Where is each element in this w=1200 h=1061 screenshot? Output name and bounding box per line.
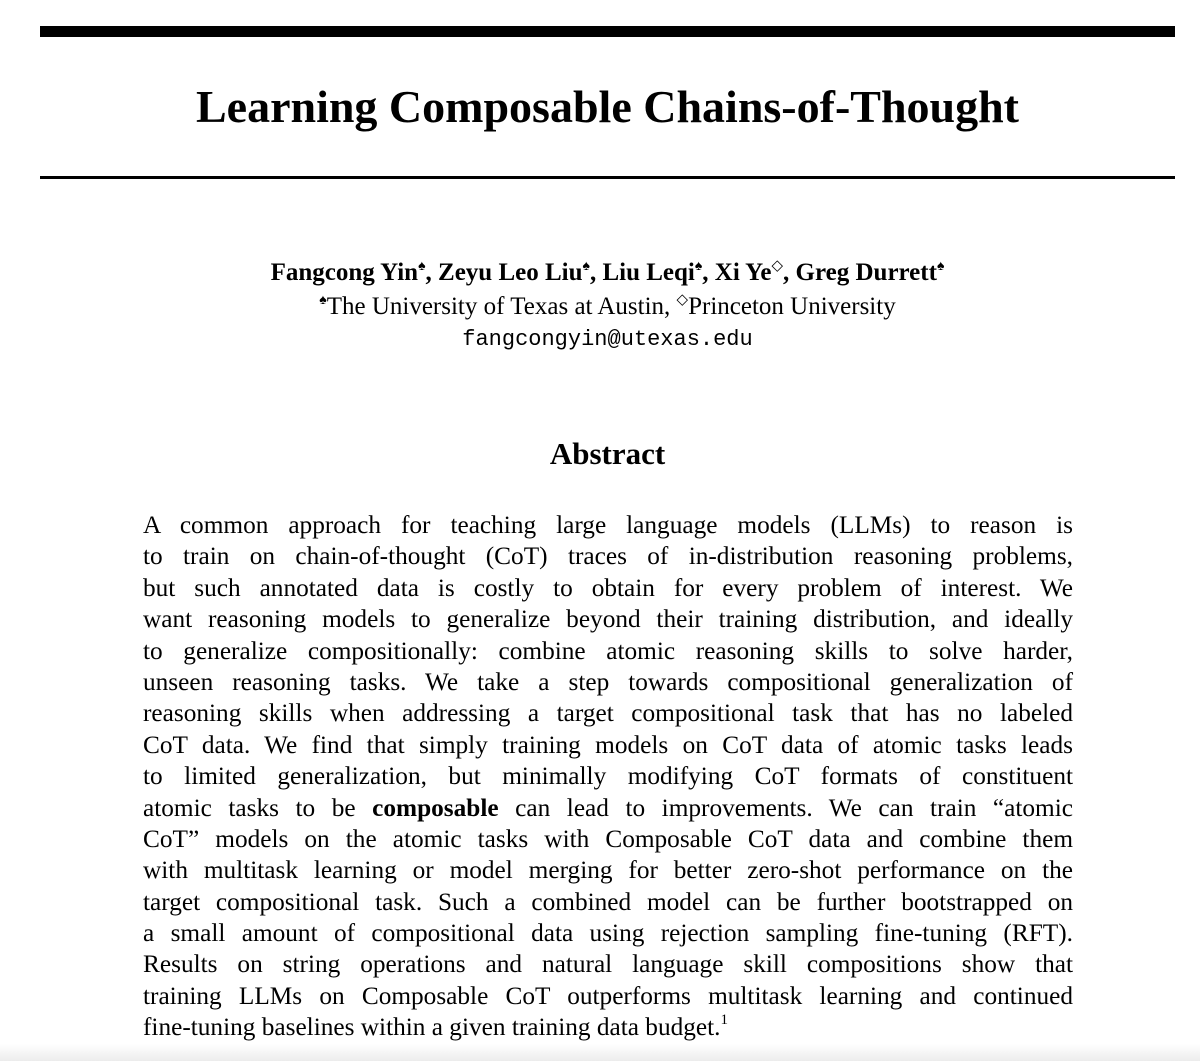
author-separator: , [702,259,715,286]
author-separator: , [589,259,603,286]
abstract-line: a small amount of compositional data using rejection sampling fine-tuning (RFT). [143,919,1073,948]
title-bottom-rule [40,176,1175,179]
page-bottom-shadow [0,1044,1200,1061]
abstract-line: with multitask learning or model merging for better zero-shot performance on the [143,856,1073,885]
abstract-line: want reasoning models to generalize beyond their training distribution, and ideally [143,605,1073,634]
emphasis-composable: composable [372,793,499,822]
author-separator: , [425,259,439,286]
abstract-line: CoT” models on the atomic tasks with Composable CoT data and combine them [143,824,1073,853]
author-name: Xi Ye [714,259,772,286]
abstract-line: CoT data. We find that simply training models on CoT data of atomic tasks leads [143,730,1073,759]
spade-icon: ♠ [694,259,703,274]
abstract-text: fine-tuning baselines within a given training data budget. [143,1013,721,1042]
spade-icon: ♠ [319,293,327,308]
author-name: Fangcong Yin [270,259,419,286]
abstract-text: can lead to improvements. We can train “atomic [498,793,1073,822]
abstract-text: atomic tasks to be [143,793,373,822]
abstract-line: reasoning skills when addressing a target compositional task that has no labeled [143,699,1073,728]
contact-email[interactable]: fangcongyin@utexas.edu [462,327,753,352]
abstract-line: Results on string operations and natural language skill compositions show that [143,950,1073,979]
abstract-line: unseen reasoning tasks. We take a step towards compositional generalization of [143,667,1073,696]
diamond-icon: ◇ [676,292,689,308]
abstract-heading: Abstract [549,436,666,471]
author-name: Greg Durrett [795,259,937,286]
author-name: Zeyu Leo Liu [438,259,583,286]
spade-icon: ♠ [936,259,945,274]
author-separator: , [783,259,796,286]
affiliation-name: The University of Texas at Austin [326,293,665,320]
abstract-line: to limited generalization, but minimally modifying CoT formats of constituent [143,762,1073,791]
abstract-line [143,1012,1073,1043]
title-top-rule [40,26,1175,37]
abstract-line [143,793,1073,824]
spade-icon: ♠ [582,259,590,274]
spade-icon: ♠ [418,259,426,274]
affiliation-name: Princeton University [688,293,896,320]
author-name: Liu Leqi [602,259,695,286]
abstract-line: A common approach for teaching large language models (LLMs) to reason is [143,511,1073,539]
abstract-line: to train on chain-of-thought (CoT) traces of in-distribution reasoning problems, [143,542,1073,571]
footnote-marker[interactable]: 1 [720,1012,728,1029]
affiliation-list [40,290,1175,324]
author-list [40,256,1175,290]
paper-title: Learning Composable Chains-of-Thought [195,81,1020,132]
abstract-body [143,510,1073,1044]
abstract-line: target compositional task. Such a combined model can be further bootstrapped on [143,887,1073,916]
abstract-line: but such annotated data is costly to obtain for every problem of interest. We [143,573,1073,602]
diamond-icon: ◇ [771,258,784,274]
abstract-line: to generalize compositionally: combine atomic reasoning skills to solve harder, [143,636,1073,665]
affiliation-separator: , [664,293,677,320]
abstract-line: training LLMs on Composable CoT outperforms multitask learning and continued [143,981,1073,1010]
